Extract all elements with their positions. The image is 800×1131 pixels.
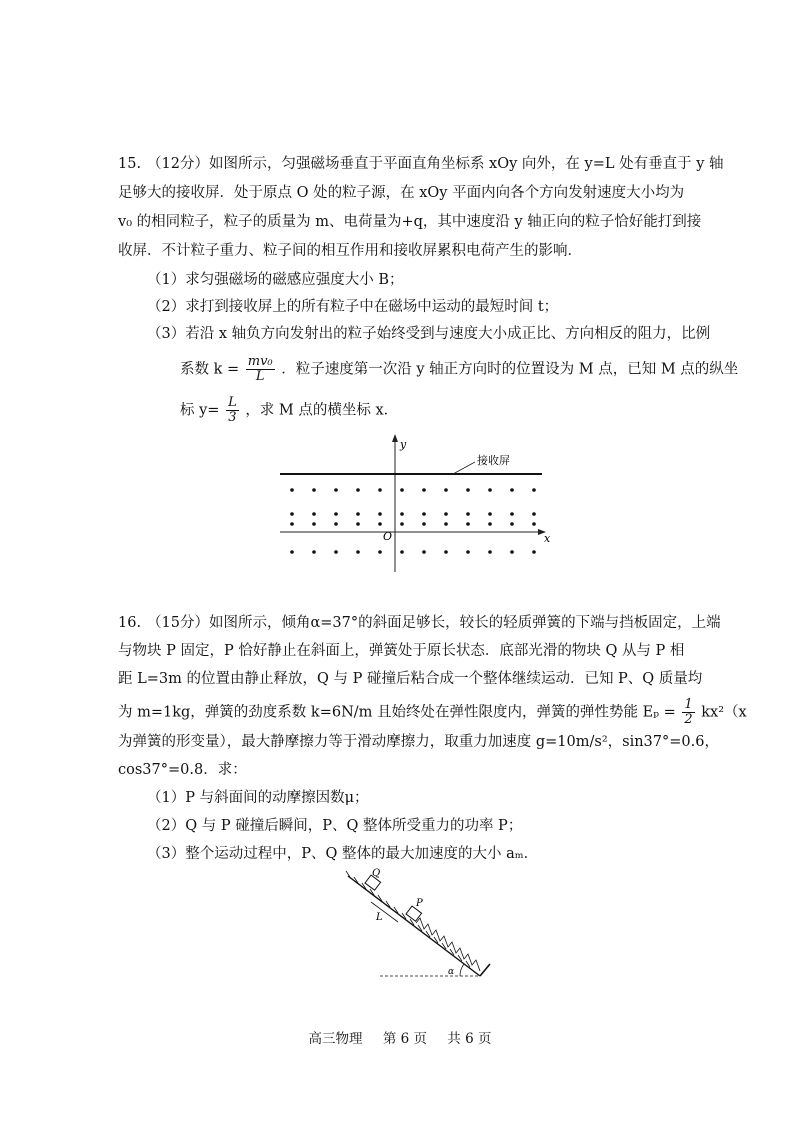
field-dot (356, 488, 360, 492)
q16-spring (416, 918, 480, 971)
field-dot (400, 522, 404, 526)
field-dot (378, 522, 382, 526)
footer-subject: 高三物理 (308, 1031, 363, 1047)
field-dot (510, 488, 514, 492)
q16-incline-surface (348, 876, 480, 976)
field-dot (422, 550, 426, 554)
q16-line-5: 为弹簧的形变量），最大静摩擦力等于滑动摩擦力，取重力加速度 g=10m/s²，sin37°=0.6， (118, 734, 719, 750)
q15-k-fraction (246, 355, 275, 384)
q16-energy-fraction (682, 698, 694, 727)
field-dot (290, 522, 294, 526)
q16-sub2: （2）Q 与 P 碰撞后瞬间，P、Q 整体所受重力的功率 P； (147, 818, 523, 834)
field-dot (510, 550, 514, 554)
field-dot (334, 488, 338, 492)
field-dot (488, 522, 492, 526)
q16-frac-den: 2 (684, 712, 693, 727)
field-dot (290, 550, 294, 554)
q16-frac-num: 1 (684, 697, 693, 712)
q16-score: （15分） (147, 615, 209, 631)
field-dot (466, 522, 470, 526)
field-dot (488, 488, 492, 492)
field-dot (444, 550, 448, 554)
field-dot (422, 512, 426, 516)
field-dot (422, 522, 426, 526)
q15-y-num: L (228, 395, 237, 410)
field-dot (444, 488, 448, 492)
field-dot (532, 488, 536, 492)
field-dot (532, 550, 536, 554)
q15-sub3-line3 (180, 396, 398, 425)
field-dot (334, 550, 338, 554)
q15-screen-pointer (453, 462, 475, 474)
field-dot (378, 512, 382, 516)
q16-line-4 (118, 698, 747, 727)
q15-origin-label: O (383, 530, 393, 543)
field-dot (290, 512, 294, 516)
q16-line-6: cos37°=0.8．求： (118, 762, 247, 778)
q15-x-axis-label: x (544, 532, 551, 545)
field-dot (400, 512, 404, 516)
q15-y-den: 3 (228, 410, 237, 425)
field-dot (356, 522, 360, 526)
q15-number (118, 154, 141, 174)
field-dot (466, 512, 470, 516)
q15-sub2: （2）求打到接收屏上的所有粒子中在磁场中运动的最短时间 t； (147, 299, 559, 315)
q16-text-1: 如图所示，倾角α=37°的斜面足够长，较长的轻质弹簧的下端与挡板固定，上端 (208, 615, 721, 631)
q16-incline-figure (340, 868, 510, 988)
page-footer (0, 1027, 800, 1047)
q15-sub3-line2 (180, 355, 738, 384)
q15-sub3-line3-text: ，求 M 点的横坐标 x． (245, 402, 399, 419)
field-dot (312, 512, 316, 516)
q15-y-label: 标 y= (180, 402, 220, 419)
q16-number (118, 613, 141, 633)
field-dot (378, 550, 382, 554)
q15-k-label: 系数 k = (180, 361, 240, 378)
q15-sub3-line1: （3）若沿 x 轴负方向发射出的粒子始终受到与速度大小成正比、方向相反的阻力，比例 (147, 326, 711, 342)
q16-number-text: 16. (118, 615, 142, 631)
q15-line-4: 收屏．不计粒子重力、粒子间的相互作用和接收屏累积电荷产生的影响． (118, 243, 582, 259)
q15-line-3: v₀ 的相同粒子，粒子的质量为 m、电荷量为+q，其中速度沿 y 轴正向的粒子恰好能打到接 (118, 214, 702, 230)
field-dot (400, 550, 404, 554)
field-dot (466, 550, 470, 554)
q15-line-1 (147, 154, 724, 174)
q15-sub1: （1）求匀强磁场的磁感应强度大小 B； (147, 272, 404, 288)
q16-angle-arc (460, 964, 464, 976)
q15-field-dots (290, 488, 536, 554)
field-dot (334, 512, 338, 516)
field-dot (312, 488, 316, 492)
field-dot (356, 550, 360, 554)
field-dot (466, 488, 470, 492)
q16-sub1: （1）P 与斜面间的动摩擦因数μ； (147, 790, 369, 806)
q16-sub3: （3）整个运动过程中，P、Q 整体的最大加速度的大小 aₘ． (147, 846, 539, 862)
field-dot (510, 512, 514, 516)
field-dot (400, 488, 404, 492)
q15-y-axis-label: y (400, 438, 407, 451)
q16-incline-hatching (346, 871, 470, 967)
q16-line-1 (147, 613, 721, 633)
q16-baffle (480, 964, 490, 976)
field-dot (488, 512, 492, 516)
q15-magnetic-field-figure (270, 432, 570, 582)
field-dot (510, 522, 514, 526)
q15-k-num: mv₀ (247, 354, 273, 369)
field-dot (312, 550, 316, 554)
field-dot (532, 512, 536, 516)
field-dot (422, 488, 426, 492)
q15-k-den: L (255, 369, 265, 384)
q16-alpha-label: α (448, 967, 455, 977)
footer-page-number: 第 6 页 (382, 1031, 427, 1047)
q15-sub3-line2-text: ．粒子速度第一次沿 y 轴正方向时的位置设为 M 点，已知 M 点的纵坐 (281, 361, 739, 378)
q16-label-P: P (416, 898, 423, 909)
field-dot (312, 522, 316, 526)
q16-label-L: L (376, 912, 383, 923)
field-dot (334, 522, 338, 526)
q15-text-1: 如图所示，匀强磁场垂直于平面直角坐标系 xOy 向外，在 y=L 处有垂直于 y 轴 (208, 156, 724, 172)
q16-line4-post: kx²（x (701, 704, 747, 721)
q15-y-arrow (392, 434, 398, 442)
field-dot (290, 488, 294, 492)
field-dot (356, 512, 360, 516)
q15-number-text: 15. (118, 156, 142, 172)
q15-y-fraction (226, 396, 239, 425)
q16-line-3: 距 L=3m 的位置由静止释放，Q 与 P 碰撞后粘合成一个整体继续运动．已知 P、Q 质量均 (118, 671, 703, 687)
field-dot (488, 550, 492, 554)
q15-score: （12分） (147, 156, 209, 172)
footer-total-pages: 共 6 页 (447, 1031, 492, 1047)
field-dot (444, 522, 448, 526)
field-dot (532, 522, 536, 526)
q16-label-Q: Q (372, 868, 381, 879)
q16-line-2: 与物块 P 固定，P 恰好静止在斜面上，弹簧处于原长状态．底部光滑的物块 Q 从与 P 相 (118, 643, 685, 659)
q15-screen-label: 接收屏 (477, 454, 510, 467)
field-dot (378, 488, 382, 492)
q15-line-2: 足够大的接收屏．处于原点 O 处的粒子源，在 xOy 平面内向各个方向发射速度大小均为 (118, 185, 685, 201)
field-dot (444, 512, 448, 516)
q16-line4-text: 为 m=1kg，弹簧的劲度系数 k=6N/m 且始终处在弹性限度内，弹簧的弹性势能 Eₚ = (118, 704, 676, 721)
